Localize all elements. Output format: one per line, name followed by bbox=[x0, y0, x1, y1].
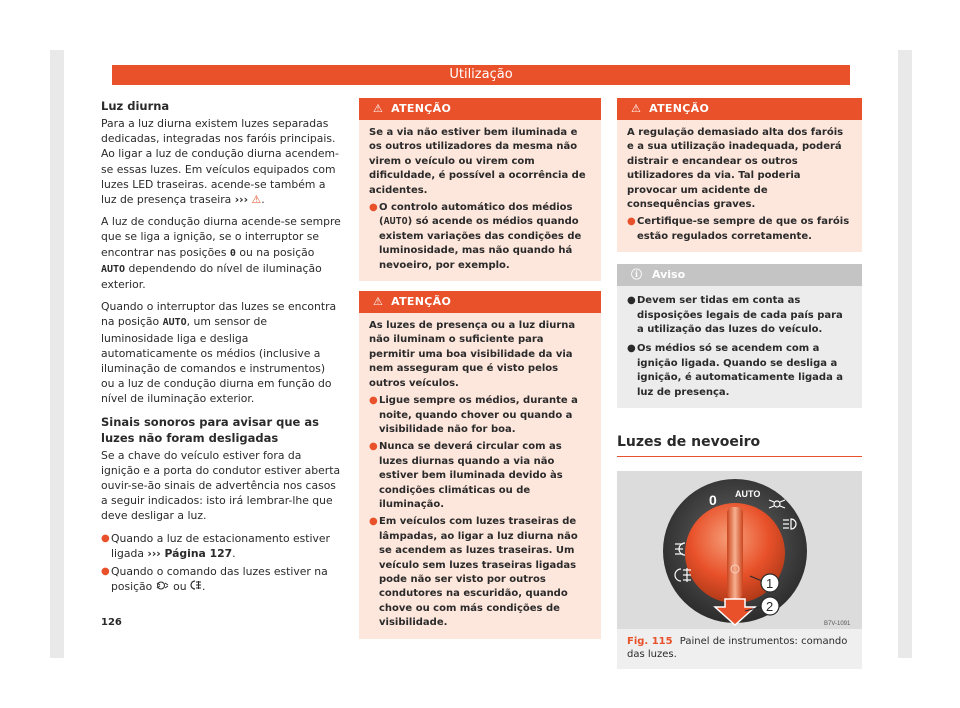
warning-title: ATENÇÃO bbox=[391, 102, 452, 115]
bullet-icon: ● bbox=[627, 343, 636, 355]
list-item-text bbox=[379, 201, 591, 273]
warning-triangle-icon: ⚠ bbox=[373, 102, 384, 115]
figure-caption-text: Painel de instrumentos: comando das luzes. bbox=[627, 636, 848, 661]
warning-text: Se a via não estiver bem iluminada e os outros utilizadores da mesma não virem o veículo ou virem com dificuldade, é possível a ocorrência de acidentes. bbox=[369, 127, 586, 196]
paragraph-2-text-b: ou na posição bbox=[239, 245, 315, 259]
callout-1-label: 1 bbox=[766, 576, 774, 592]
warning-header bbox=[359, 291, 601, 313]
page-number: 126 bbox=[101, 617, 122, 628]
paragraph-3-text-b: , um sensor de luminosidade liga e desliga automaticamente os médios (inclusive a iluminação de comandos e instrumentos) ou a luz de condução diurna em função do nível de iluminação exterior. bbox=[101, 315, 332, 406]
list-item bbox=[101, 564, 341, 594]
warning-text: A regulação demasiado alta dos faróis e a sua utilização inadequada, poderá distrair e encandear os outros utilizadores da via. Tal poderia provocar um acidente de consequências graves. bbox=[627, 127, 844, 211]
paragraph-2-text-a: A luz de condução diurna acende-se sempre que se liga a ignição, se o interruptor se encontrar nas posições bbox=[101, 215, 341, 259]
warning-body bbox=[359, 120, 601, 281]
auto-symbol: AUTO bbox=[383, 216, 408, 228]
page bbox=[64, 50, 898, 661]
bullet-icon: ● bbox=[101, 566, 110, 578]
list-item bbox=[369, 440, 591, 512]
list-item-text: Devem ser tidas em conta as disposições legais de cada país para a utilização das luzes do veículo. bbox=[637, 295, 843, 336]
list-item bbox=[101, 531, 341, 561]
light-switch-image bbox=[617, 471, 862, 629]
paragraph-1-text: Para a luz diurna existem luzes separadas dedicadas, integradas nos faróis principais. Ao ligar a luz de condução diurna acendem-se essas luzes. Em veículos equipados com luzes LED traseiras. acende-se também a luz de presença traseira bbox=[101, 117, 339, 207]
figure-caption bbox=[617, 629, 862, 669]
warning-1-item-text-a: O controlo automático dos médios ( bbox=[379, 202, 573, 228]
warning-body bbox=[359, 313, 601, 639]
warning-box-2 bbox=[359, 291, 601, 639]
bullet-icon: ● bbox=[369, 516, 378, 528]
warning-box-3 bbox=[617, 98, 862, 252]
auto-symbol: AUTO bbox=[101, 263, 126, 275]
list-item-text: Quando a luz de estacionamento estiver ligada ››› Página 127. bbox=[111, 531, 330, 560]
note-box bbox=[617, 264, 862, 408]
chapter-header: Utilização bbox=[112, 65, 850, 85]
callout-2-label: 2 bbox=[766, 599, 774, 615]
warning-triangle-icon: ⚠ bbox=[251, 193, 262, 207]
list-item-text: Os médios só se acendem com a ignição ligada. Quando se desliga a ignição, é automaticamente ligada a luz de presença. bbox=[637, 343, 844, 398]
warning-text: As luzes de presença ou a luz diurna não iluminam o suficiente para permitir uma boa visibilidade da via nem asseguram que é visto pelos outros veículos. bbox=[369, 320, 576, 389]
paragraph-3-text-a: Quando o interruptor das luzes se encontra na posição bbox=[101, 300, 337, 329]
rear-fog-light-icon bbox=[190, 580, 202, 590]
column-3 bbox=[617, 98, 862, 669]
warning-title: ATENÇÃO bbox=[391, 295, 452, 309]
page-frame bbox=[50, 50, 912, 661]
warning-triangle-icon: ⚠ bbox=[373, 295, 384, 309]
bullet-icon: ● bbox=[369, 395, 378, 407]
warning-box-1 bbox=[359, 98, 601, 281]
list-item bbox=[369, 394, 591, 437]
bullet-icon: ● bbox=[369, 202, 378, 214]
ref-arrow[interactable]: ››› bbox=[234, 193, 249, 207]
column-2 bbox=[359, 98, 601, 649]
info-icon: ⓘ bbox=[631, 268, 642, 282]
warning-header bbox=[359, 98, 601, 120]
parking-light-icon bbox=[156, 581, 170, 590]
list-item bbox=[627, 294, 852, 337]
warning-body bbox=[617, 120, 862, 252]
figure-label: Fig. 115 bbox=[627, 636, 673, 648]
position-zero-symbol: 0 bbox=[229, 247, 236, 259]
figure bbox=[617, 471, 862, 669]
warning-1-item-text-b: ) só acende os médios quando existem variações das condições de luminosidade, mas não quando há nevoeiro, por exemplo. bbox=[379, 216, 582, 271]
list-item bbox=[627, 342, 852, 400]
heading-sinais-sonoros: Sinais sonoros para avisar que as luzes não foram desligadas bbox=[101, 414, 319, 445]
list-item bbox=[627, 215, 852, 244]
bullet-icon: ● bbox=[627, 295, 636, 307]
paragraph-4: Se a chave do veículo estiver fora da ignição e a porta do condutor estiver aberta ouvir-se-ão sinais de advertência nos casos a seguir indicados: isto irá lembrar-lhe que deve desligar a luz. bbox=[101, 448, 341, 523]
heading-luz-diurna: Luz diurna bbox=[101, 99, 170, 113]
bullet-icon: ● bbox=[101, 532, 110, 544]
bullet-icon: ● bbox=[369, 441, 378, 453]
paragraph-1: Para a luz diurna existem luzes separadas dedicadas, integradas nos faróis principais. Ao ligar a luz de condução diurna acendem-se essas luzes. Em veículos equipados com luzes LED traseiras. acende-se também a luz de presença traseira ››› ⚠. bbox=[101, 117, 339, 207]
note-title: Aviso bbox=[652, 268, 686, 282]
list-item bbox=[369, 515, 591, 630]
paragraph-2-text-c: dependendo do nível de iluminação exterior. bbox=[101, 261, 322, 292]
paragraph-3 bbox=[101, 299, 341, 406]
list-item-text: Em veículos com luzes traseiras de lâmpadas, ao ligar a luz diurna não se acendem as luzes traseiras. Um veículo sem luzes traseiras ligadas pode não ser visto por outros condutores na escuridão, quando chove ou com más condições de visibilidade. bbox=[379, 516, 578, 629]
page-ref-link[interactable]: ››› Página 127 bbox=[147, 546, 233, 560]
list-item-text: Quando o comando das luzes estiver na posição ou . bbox=[111, 565, 328, 594]
bullet-icon: ● bbox=[627, 216, 636, 228]
warning-title: ATENÇÃO bbox=[649, 102, 710, 115]
list-item-text: Ligue sempre os médios, durante a noite, quando chover ou quando a visibilidade não for boa. bbox=[379, 395, 578, 435]
bullet-2-text-b: ou bbox=[173, 580, 187, 594]
auto-symbol: AUTO bbox=[162, 317, 187, 329]
bullet-2-text: Quando o comando das luzes estiver na posição bbox=[111, 565, 328, 594]
note-body bbox=[617, 286, 862, 408]
paragraph-2 bbox=[101, 214, 341, 292]
figure-code: B7V-1091 bbox=[824, 621, 851, 628]
list-item bbox=[369, 201, 591, 273]
list-item-text: Certifique-se sempre de que os faróis estão regulados corretamente. bbox=[637, 216, 850, 242]
section-title: Luzes de nevoeiro bbox=[617, 434, 862, 457]
note-header bbox=[617, 264, 862, 286]
column-1 bbox=[101, 98, 341, 597]
list-item-text: Nunca se deverá circular com as luzes diurnas quando a via não estiver bem iluminada devido às condições climáticas ou de iluminação. bbox=[379, 441, 563, 510]
bullet-1-text: Quando a luz de estacionamento estiver ligada bbox=[111, 531, 330, 560]
knob-zero-label: 0 bbox=[709, 492, 717, 509]
warning-header bbox=[617, 98, 862, 120]
knob-auto-label: AUTO bbox=[735, 489, 761, 500]
warning-triangle-icon: ⚠ bbox=[631, 102, 642, 115]
light-switch-illustration bbox=[617, 471, 862, 629]
